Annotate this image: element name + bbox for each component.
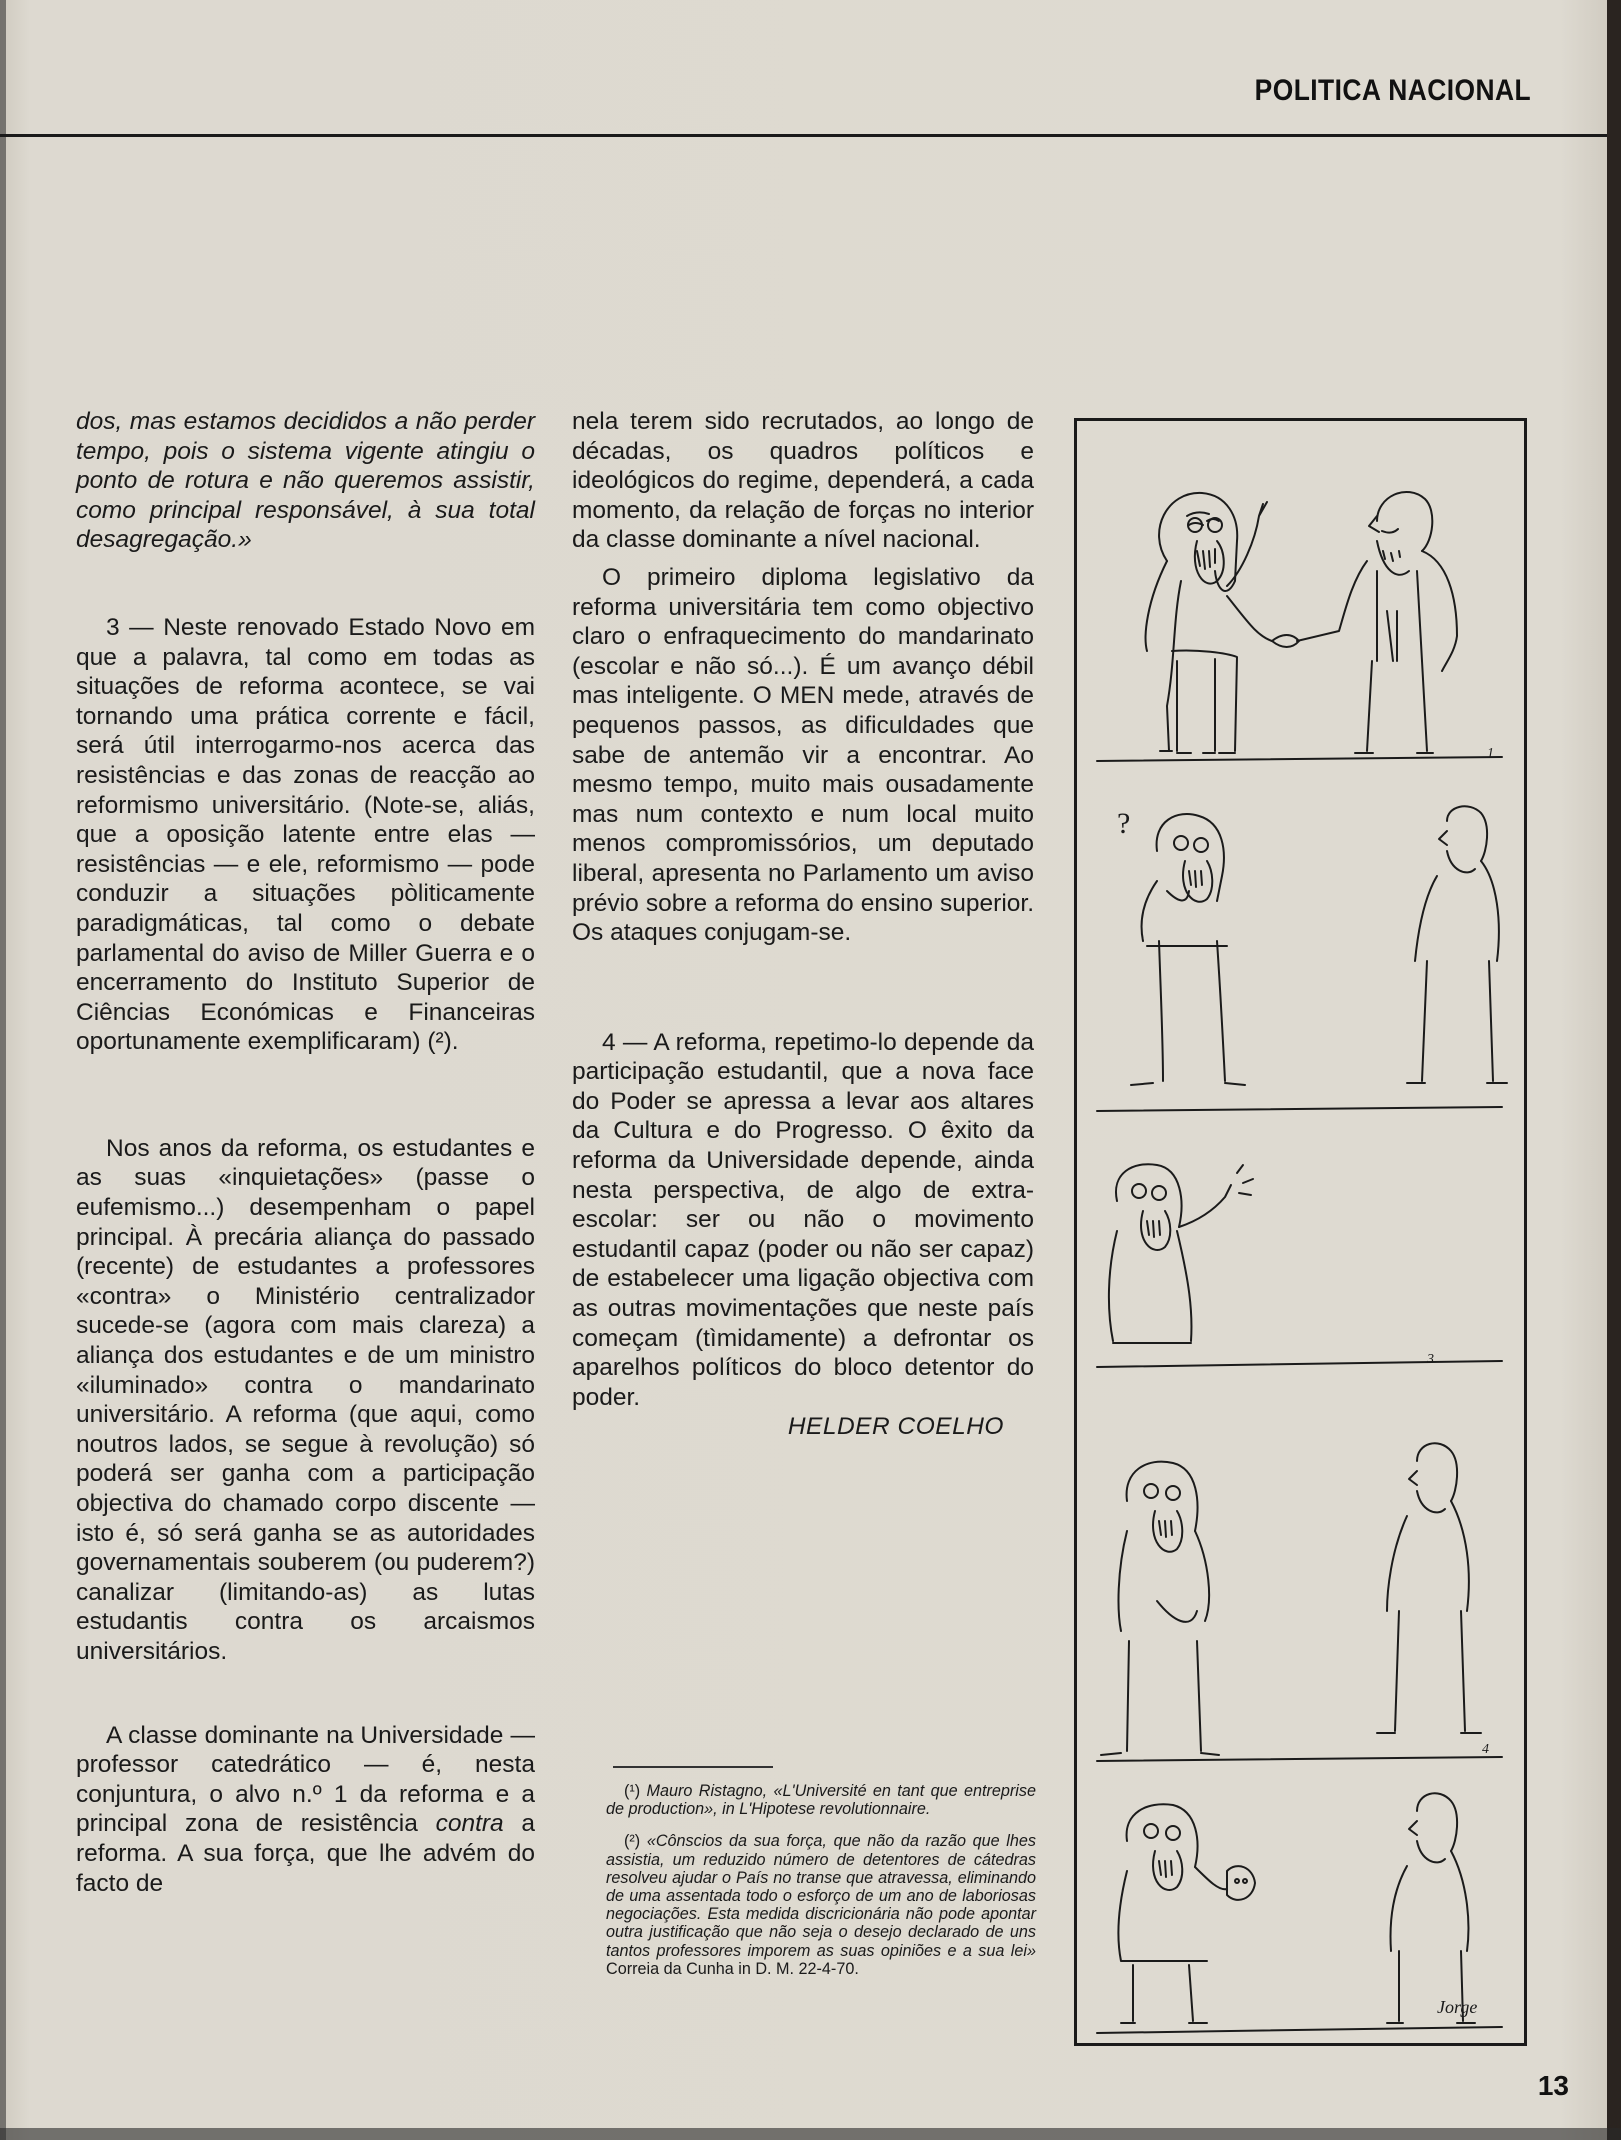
section-title: POLITICA NACIONAL: [1254, 74, 1531, 107]
panel-4: [1097, 1443, 1502, 1761]
cartoon-drawing: [1077, 421, 1524, 2043]
panel-number-3: 3: [1427, 1352, 1434, 1367]
footnote-2: [606, 1832, 1036, 1978]
paragraph-4: 4 — A reforma, repetimo-lo depende da participação estudantil, que a nova face do Poder se apressa a levar aos altares da Cultura e do Progresso. O êxito da reforma da Universidade depende, ainda nesta perspectiva, de algo de extra-escolar: ser ou não o movimento estudantil capaz (poder ou não ser capaz) de estabelecer uma ligação objectiva com as outras movimentações que neste país começam (tìmidamente) a defrontar os aparelhos políticos do bloco detentor do poder.: [572, 1028, 1034, 1411]
cartoon-question-mark: ?: [1117, 807, 1131, 840]
panel-3: [1097, 1164, 1502, 1367]
page-edge-left: [0, 0, 6, 2140]
article-column-1: [76, 407, 535, 1898]
paragraph-classe-dominante: [76, 1721, 535, 1899]
paragraph-classe-text-b: a reforma. A sua força, que lhe advém do facto de: [76, 1810, 536, 1897]
cartoon-strip: [1074, 418, 1527, 2046]
footnote-1: [606, 1782, 1036, 1818]
footnote-1-text: Mauro Ristagno, «L'Université en tant que entreprise de production», in L'Hipotese revolutionnaire.: [606, 1782, 1036, 1819]
paragraph-3: 3 — Neste renovado Estado Novo em que a palavra, tal como em todas as situações de reforma acontece, se vai tornando uma prática corrente e fácil, será útil interrogarmo-nos acerca das resistências e das zonas de reacção ao reformismo universitário. (Note-se, aliás, que a oposição latente entre elas — resistências — e ele, reformismo — pode conduzir a situações pòliticamente paradigmáticas, tal como o debate parlamental do aviso de Miller Guerra e o encerramento do Instituto Superior de Ciências Económicas e Financeiras oportunamente exemplificaram) (²).: [76, 613, 535, 1056]
header-rule: [0, 134, 1607, 137]
page-edge-bottom: [0, 2128, 1621, 2140]
paragraph-classe-text-a: A classe dominante na Universidade — professor catedrático — é, nesta conjuntura, o alvo n.º 1 da reforma e a principal zona de resistência: [76, 1721, 535, 1838]
panel-2: [1097, 806, 1507, 1111]
page-edge-right: [1607, 0, 1621, 2140]
footnote-2-mark: (²): [624, 1832, 641, 1851]
panel-number-1: 1: [1487, 746, 1494, 761]
footnote-2-source: Correia da Cunha in D. M. 22-4-70.: [606, 1959, 859, 1978]
footnotes: [606, 1782, 1036, 1978]
article-column-2: [572, 407, 1034, 1442]
footnote-rule: [613, 1766, 773, 1768]
paragraph-continuation: nela terem sido recrutados, ao longo de décadas, os quadros políticos e ideológicos do regime, dependerá, a cada momento, da relação de forças no interior da classe dominante a nível nacional.: [572, 408, 1034, 554]
quote-ending: dos, mas estamos decididos a não perder tempo, pois o sistema vigente atingiu o ponto de rotura e não queremos assistir, como principal responsável, à sua total desagregação.»: [76, 408, 535, 554]
footnote-2-text: «Cônscios da sua força, que não da razão que lhes assistia, um reduzido número de detentores de cátedras resolveu ajudar o País no transe que atravessa, eliminando de uma assentada todo o esforço de um ano de laboriosas negociações. Esta medida discricionária não pode apontar outra justificação que não seja o desejo declarado de uns tantos professores imporem as suas opiniões e a sua lei»: [606, 1832, 1036, 1960]
author-name: HELDER COELHO: [787, 1413, 1004, 1441]
page-number: 13: [1537, 2070, 1569, 2101]
footnote-1-mark: (¹): [624, 1782, 641, 1800]
panel-number-4: 4: [1482, 1742, 1489, 1757]
panel-1: [1097, 492, 1502, 761]
cartoonist-signature: Jorge: [1437, 1997, 1478, 2017]
paragraph-diploma: O primeiro diploma legislativo da reforma universitária tem como objectivo claro o enfraquecimento do mandarinato (escolar e não só...). É um avanço débil mas inteligente. O MEN mede, através de pequenos passos, as dificuldades que sabe de antemão vir a encontrar. Ao mesmo tempo, muito mais ousadamente mas num contexto e num local muito menos compromissórios, um deputado liberal, apresenta no Parlamento um aviso prévio sobre a reforma do ensino superior. Os ataques conjugam-se.: [572, 563, 1034, 947]
paragraph-nos-anos: Nos anos da reforma, os estudantes e as suas «inquietações» (passe o eufemismo...) desempenham o papel principal. À precária aliança do passado (recente) de estudantes a professores «contra» o Ministério centralizador sucede-se (agora com mais clareza) a aliança dos estudantes e de um ministro «iluminado» contra o mandarinato universitário. A reforma (que aqui, como noutros lados, se segue à revolução) só poderá ser ganha com a participação objectiva do chamado corpo discente — isto é, só será ganha se as autoridades governamentais souberem (ou puderem?) canalizar (limitando-as) as lutas estudantis contra os arcaismos universitários.: [76, 1134, 535, 1665]
paragraph-classe-emphasis: contra: [435, 1810, 504, 1838]
